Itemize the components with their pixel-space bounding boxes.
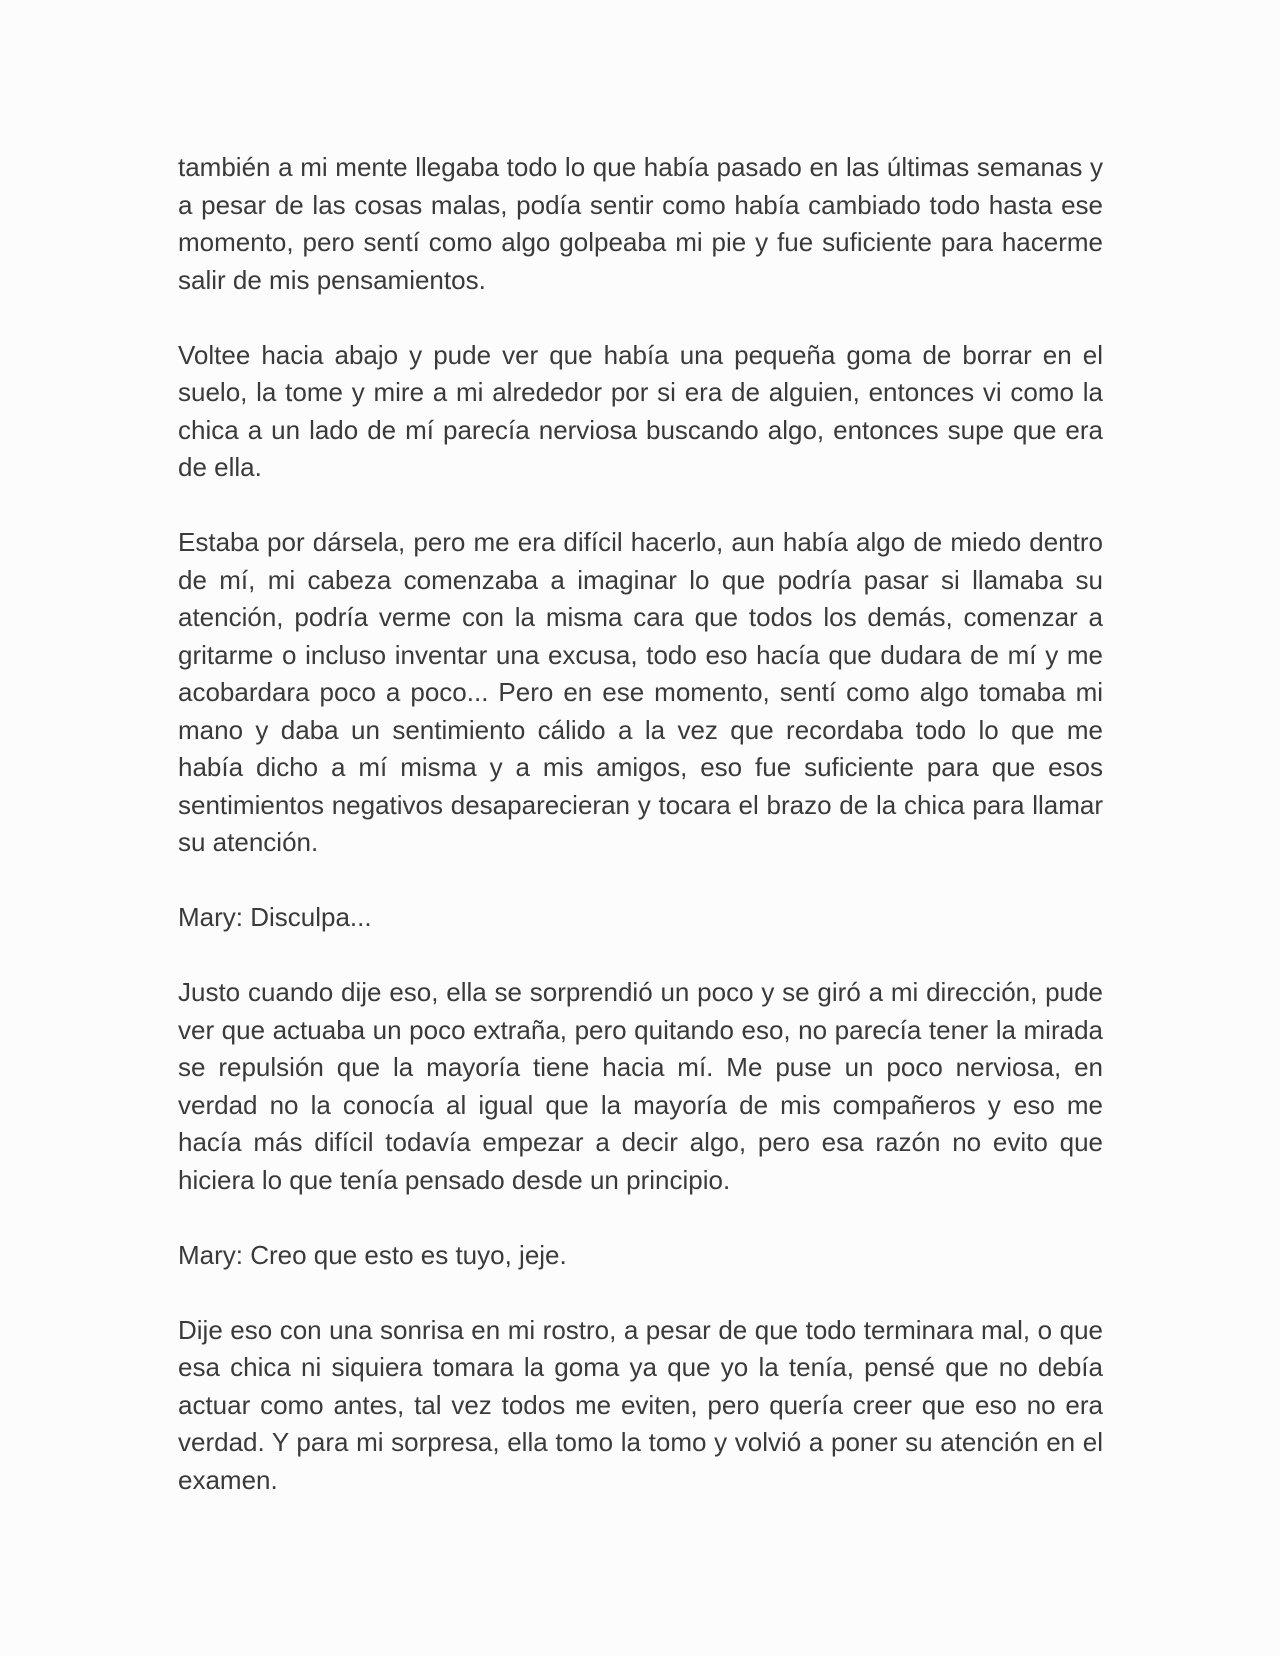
document-page [178,149,1103,1499]
paragraph-reaction: Justo cuando dije eso, ella se sorprendió un poco y se giró a mi dirección, pude ver que actuaba un poco extraña, pero quitando eso, no parecía tener la mirada se repulsión que la mayoría tiene hacia mí. Me puse un poco nerviosa, en verdad no la conocía al igual que la mayoría de mis compañeros y eso me hacía más difícil todavía empezar a decir algo, pero esa razón no evito que hiciera lo que tenía pensado desde un principio. [178,977,1103,1195]
paragraph-ending: Dije eso con una sonrisa en mi rostro, a pesar de que todo terminara mal, o que esa chica ni siquiera tomara la goma ya que yo la tenía, pensé que no debía actuar como antes, tal vez todos me eviten, pero quería creer que eso no era verdad. Y para mi sorpresa, ella tomo la tomo y volvió a poner su atención en el examen. [178,1314,1103,1495]
paragraph-hesitation: Estaba por dársela, pero me era difícil hacerlo, aun había algo de miedo dentro de mí, mi cabeza comenzaba a imaginar lo que podría pasar si llamaba su atención, podría verme con la misma cara que todos los demás, comenzar a gritarme o incluso inventar una excusa, todo eso hacía que dudara de mí y me acobardara poco a poco... Pero en ese momento, sentí como algo tomaba mi mano y daba un sentimiento cálido a la vez que recordaba todo lo que me había dicho a mí misma y a mis amigos, eso fue suficiente para que esos sentimientos negativos desaparecieran y tocara el brazo de la chica para llamar su atención. [178,527,1103,857]
dialogue-creo-que-es-tuyo: Mary: Creo que esto es tuyo, jeje. [178,1239,567,1270]
paragraph-eraser-found: Voltee hacia abajo y pude ver que había una pequeña goma de borrar en el suelo, la tome y mire a mi alrededor por si era de alguien, entonces vi como la chica a un lado de mí parecía nerviosa buscando algo, entonces supe que era de ella. [178,339,1103,482]
dialogue-disculpa: Mary: Disculpa... [178,902,372,932]
paragraph-memories: también a mi mente llegaba todo lo que había pasado en las últimas semanas y a pesar de las cosas malas, podía sentir como había cambiado todo hasta ese momento, pero sentí como algo golpeaba mi pie y fue suficiente para hacerme salir de mis pensamientos. [178,152,1103,295]
